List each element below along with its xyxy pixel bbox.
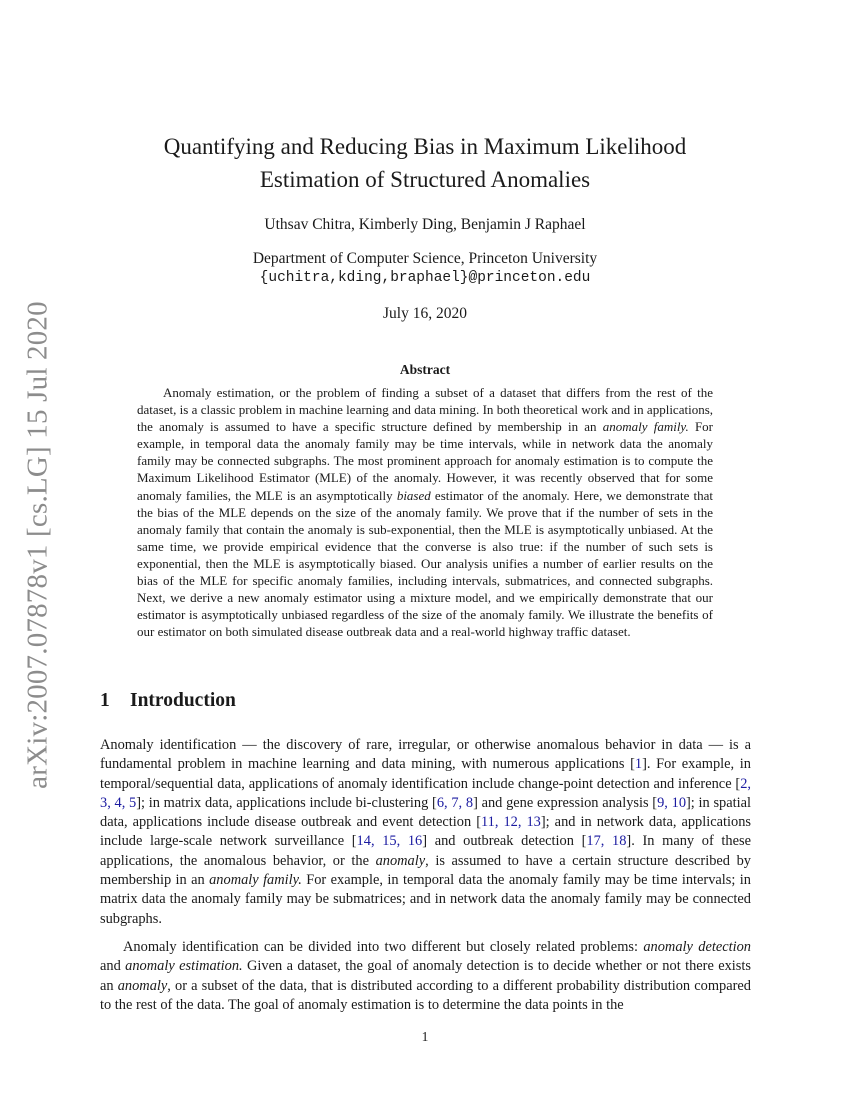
section-number: 1: [100, 690, 110, 711]
paper-title: [100, 130, 750, 196]
paper-date: July 16, 2020: [383, 305, 467, 322]
intro-paragraph-2: Anomaly identification can be divided into two different but closely related problems: anomaly detection and anomaly estimation. Given a dataset, the goal of anomaly detection is to decide whether or not there exists an anomaly, or a subset of the data, that is distributed according to a different probability distribution compared to the rest of the data. The goal of anomaly estimation is to determine the data points in the: [100, 938, 751, 1013]
page-number: 1: [421, 1029, 429, 1044]
affiliation: Department of Computer Science, Princeton University: [252, 250, 598, 267]
citation-link[interactable]: 14, 15, 16: [356, 833, 423, 850]
citation-link[interactable]: 11, 12, 13: [481, 814, 541, 831]
section-heading-introduction: [100, 688, 236, 714]
abstract-body: Anomaly estimation, or the problem of finding a subset of a dataset that differs from the rest of the dataset, is a classic problem in machine learning and data mining. In both theoretical work and in applications, the anomaly is assumed to have a specific structure defined by membership in an anomaly family. For example, in temporal data the anomaly family may be time intervals, while in network data the anomaly family may be connected subgraphs. The most prominent approach for anomaly estimation is to compute the Maximum Likelihood Estimator (MLE) of the anomaly. However, it was recently observed that for some anomaly families, the MLE is an asymptotically biased estimator of the anomaly. Here, we demonstrate that the bias of the MLE depends on the size of the anomaly family. We prove that if the number of sets in the anomaly family that contain the anomaly is sub-exponential, then the MLE is asymptotically unbiased. At the same time, we provide empirical evidence that the converse is also true: if the number of such sets is exponential, then the MLE is asymptotically biased. Our analysis unifies a number of earlier results on the bias of the MLE for specific anomaly families, including intervals, submatrices, and connected subgraphs. Next, we derive a new anomaly estimator using a mixture model, and we empirically demonstrate that our estimator is asymptotically unbiased regardless of the size of the anomaly family. We illustrate the benefits of our estimator on both simulated disease outbreak data and a real-world highway traffic dataset.: [137, 385, 714, 640]
intro-paragraph-1: Anomaly identification — the discovery of rare, irregular, or otherwise anomalous behavior in data — is a fundamental problem in machine learning and data mining, with numerous applications [1]. For example, in temporal/sequential data, applications of anomaly identification include change-point detection and inference [2, 3, 4, 5]; in matrix data, applications include bi-clustering [6, 7, 8] and gene expression analysis [9, 10]; in spatial data, applications include disease outbreak and event detection [11, 12, 13]; and in network data, applications include large-scale network surveillance [14, 15, 16] and outbreak detection [17, 18]. In many of these applications, the anomalous behavior, or the anomaly, is assumed to have a certain structure described by membership in an anomaly family. For example, in temporal data the anomaly family may be time intervals; in matrix data the anomaly family may be submatrices; and in network data the anomaly family may be connected subgraphs.: [100, 737, 752, 927]
citation-link[interactable]: 17, 18: [586, 833, 627, 850]
citation-link[interactable]: 6, 7, 8: [436, 794, 474, 811]
section-title: Introduction: [130, 690, 236, 711]
citation-link[interactable]: 1: [634, 756, 643, 773]
authors: Uthsav Chitra, Kimberly Ding, Benjamin J Raphael: [264, 216, 586, 233]
introduction-body: [100, 736, 751, 1015]
citation-link[interactable]: 9, 10: [657, 794, 687, 811]
title-line-2: Estimation of Structured Anomalies: [259, 167, 591, 192]
title-line-1: Quantifying and Reducing Bias in Maximum Likelihood: [163, 134, 687, 159]
citation-link[interactable]: 2, 3, 4, 5: [100, 775, 751, 811]
arxiv-identifier: arXiv:2007.07878v1 [cs.LG] 15 Jul 2020: [21, 301, 54, 789]
author-emails: {uchitra,kding,braphael}@princeton.edu: [259, 270, 591, 286]
abstract-heading: Abstract: [399, 362, 451, 377]
